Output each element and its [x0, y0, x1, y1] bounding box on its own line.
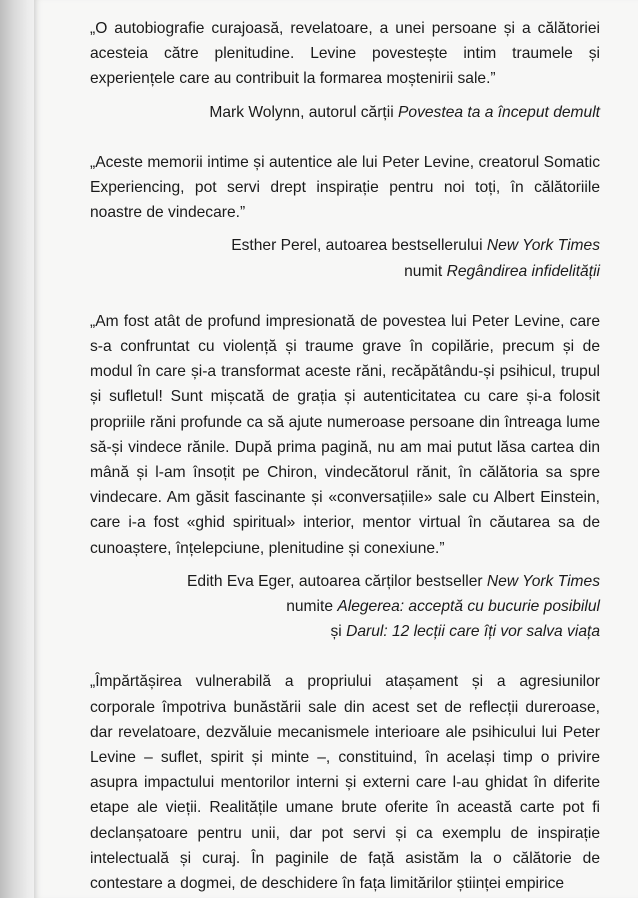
- endorsement-quote-3: „Am fost atât de profund impresionată de povestea lui Peter Levine, care s-a confruntat cu violență și traume grave în copilărie, precum și de modul în care și-a transformat aceste răni, recăpătându-și psihicul, trupul și sufletul! Sunt mișcată de grația și autenticitatea cu care și-a folosit propriile răni profunde ca să ajute numeroase persoane din întreaga lume să-și vindece rănile. După prima pagină, nu am mai putut lăsa cartea din mână și l-am însoțit pe Chiron, vindecătorul rănit, în călătoria sa spre vindecare. Am găsit fascinante și «conversațiile» sale cu Albert Einstein, care i-a fost «ghid spiritual» interior, mentor virtual în căutarea sa de cunoaștere, înțelepciune, plenitudine și conexiune.”: [90, 312, 600, 557]
- endorsement-quote-4: „Împărtășirea vulnerabilă a propriului atașament și a agresiunilor corporale împotriva bunăstării sale din acest set de reflecții dureroase, dar revelatoare, dezvăluie mecanismele interioare ale psihicului lui Peter Levine – suflet, spirit și minte –, constituind, în același timp o privire asupra impactului mentorilor interni și externi care l-au ghidat în diferite etape ale vieții. Realitățile umane brute oferite în această carte pot fi declanșatoare pentru unii, dar pot servi și ca exemplu de inspirație intelectuală și curaj. În paginile de față asistăm la o călătorie de contestare a dogmei, de deschidere în fața limitărilor științei empirice: [90, 673, 600, 893]
- endorsement-attribution-2-line-1: Esther Perel, autoarea bestsellerului New York Times: [231, 237, 600, 255]
- endorsements-list: [90, 16, 600, 896]
- endorsement-quote-1: „O autobiografie curajoasă, revelatoare, a unei persoane și a călătoriei acesteia către plenitudine. Levine povestește intim traumele și experiențele care au contribuit la formarea moștenirii sale.”: [90, 20, 600, 88]
- endorsement-attribution-3-line-1: Edith Eva Eger, autoarea cărților bestseller New York Times: [187, 572, 600, 590]
- book-page: [34, 0, 638, 898]
- endorsement-attribution-1: Mark Wolynn, autorul cărții Povestea ta a început demult: [209, 103, 600, 121]
- endorsement-attribution-3-line-2: numite Alegerea: acceptă cu bucurie posibilul: [286, 598, 600, 616]
- endorsement-quote-2: „Aceste memorii intime și autentice ale lui Peter Levine, creatorul Somatic Experiencing, pot servi drept inspirație pentru noi toți, în călătoriile noastre de vindecare.”: [90, 153, 600, 222]
- endorsement-attribution-3-line-3: și Darul: 12 lecții care îți vor salva viața: [330, 623, 600, 641]
- endorsement-attribution-2-line-2: numit Regândirea infidelității: [404, 262, 600, 280]
